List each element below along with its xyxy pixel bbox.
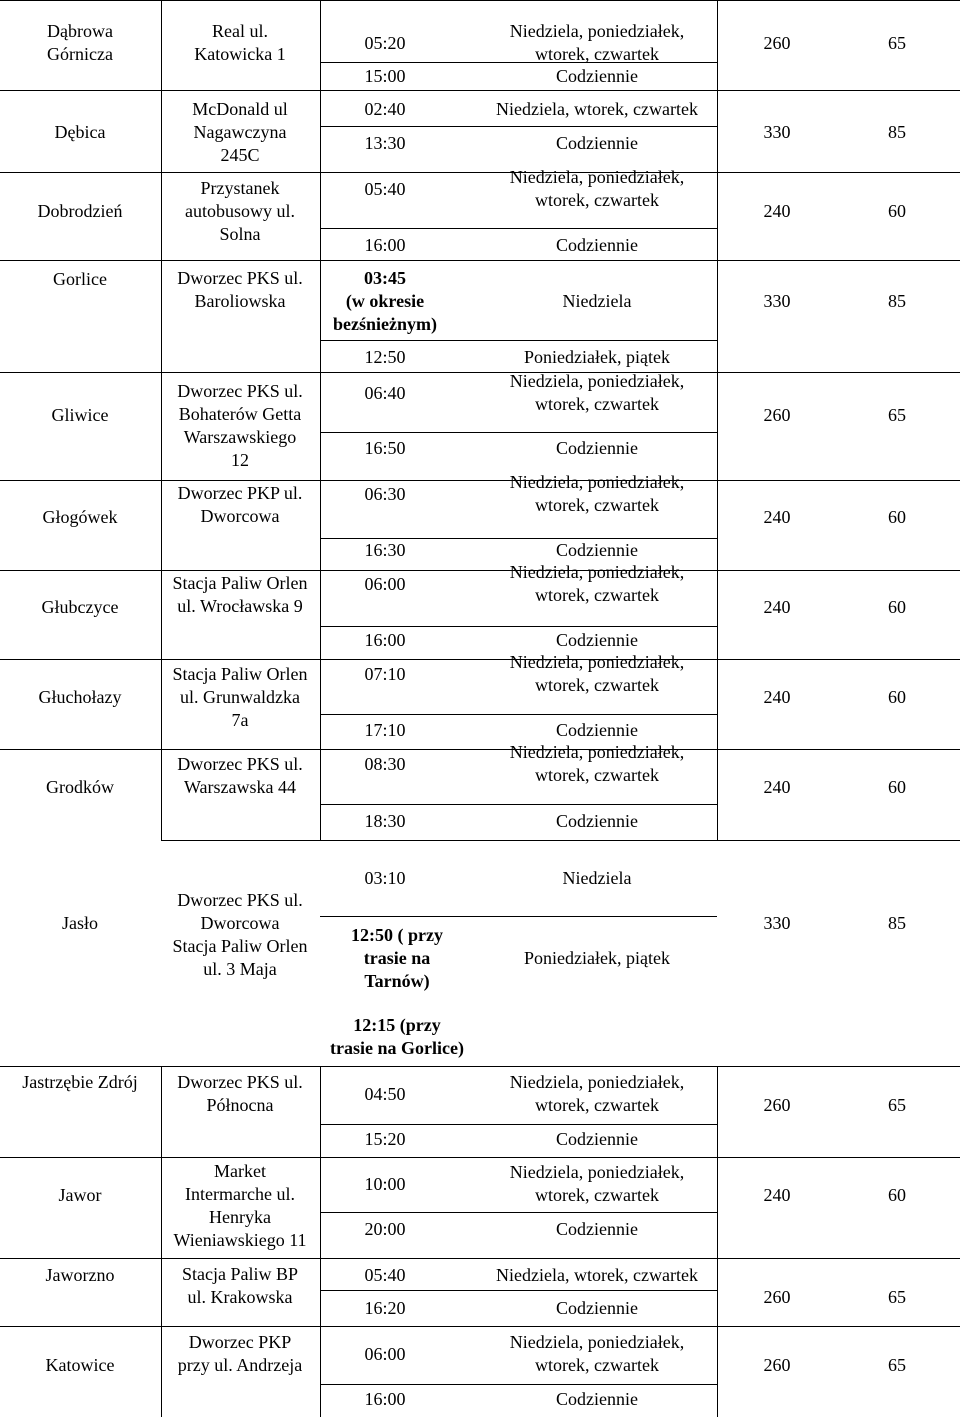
departure-time: 20:00 xyxy=(364,1218,406,1239)
price-single: 330 xyxy=(763,912,791,933)
departure-time: Tarnów) xyxy=(364,970,430,991)
stop-location: Stacja Paliw Orlen xyxy=(172,663,308,684)
service-days: Niedziela xyxy=(562,867,632,888)
service-days: wtorek, czwartek xyxy=(535,394,659,414)
service-days: Niedziela, poniedziałek, xyxy=(509,742,685,762)
departure-time: 16:20 xyxy=(364,1297,406,1318)
row-divider xyxy=(161,840,960,841)
service-days: Codziennie xyxy=(556,810,638,831)
departure-time: 10:00 xyxy=(364,1173,406,1194)
row-divider xyxy=(0,0,960,1)
stop-location: ul. Wrocławska 9 xyxy=(177,596,303,616)
price-single: 260 xyxy=(763,1286,791,1307)
departure-time: 08:30 xyxy=(364,753,406,774)
departure-time: trasie na xyxy=(363,947,431,968)
stop-location: Solna xyxy=(219,223,261,244)
service-days: Codziennie xyxy=(556,1297,638,1318)
departure-time: 18:30 xyxy=(364,810,406,831)
stop-location: ul. 3 Maja xyxy=(203,959,277,979)
time-divider xyxy=(320,1384,717,1385)
city-name: Głubczyce xyxy=(41,596,119,617)
departure-time: 13:30 xyxy=(364,132,406,153)
stop-location: Wieniawskiego 11 xyxy=(173,1230,307,1250)
stop-location: Dworcowa xyxy=(200,913,280,933)
departure-time: 03:10 xyxy=(364,867,406,888)
price-second: 65 xyxy=(888,1094,906,1115)
row-divider xyxy=(0,260,960,261)
service-days: Codziennie xyxy=(556,132,638,153)
city-name: Górnicza xyxy=(47,44,113,64)
stop-location: Katowicka 1 xyxy=(194,44,286,64)
price-second: 65 xyxy=(888,404,906,425)
city-name: Głogówek xyxy=(42,506,118,527)
stop-location: McDonald ul xyxy=(192,98,288,119)
departure-time: trasie na Gorlice) xyxy=(330,1038,464,1058)
stop-location: Stacja Paliw Orlen xyxy=(172,573,308,593)
departure-time: 16:50 xyxy=(364,437,406,458)
price-single: 240 xyxy=(763,596,791,617)
price-second: 60 xyxy=(888,200,906,221)
time-divider xyxy=(320,626,717,627)
departure-time: 06:40 xyxy=(364,382,406,403)
price-second: 60 xyxy=(888,776,906,797)
city-name: Gliwice xyxy=(51,404,109,425)
stop-location: Dworzec PKP xyxy=(188,1332,292,1352)
time-divider xyxy=(320,804,717,805)
price-single: 330 xyxy=(763,121,791,142)
service-days: Niedziela, poniedziałek, xyxy=(509,562,685,582)
departure-time: 12:15 (przy xyxy=(353,1015,441,1035)
city-name: Dąbrowa xyxy=(47,21,113,41)
service-days: wtorek, czwartek xyxy=(535,1095,659,1115)
stop-location: 7a xyxy=(231,709,249,730)
city-name: Grodków xyxy=(46,776,114,797)
row-divider xyxy=(0,1066,960,1067)
stop-location: Dworzec PKS ul. xyxy=(177,1072,303,1092)
service-days: Poniedziałek, piątek xyxy=(524,947,670,968)
stop-location: Bohaterów Getta xyxy=(178,404,302,424)
city-name: Dobrodzień xyxy=(37,200,123,221)
price-second: 85 xyxy=(888,912,906,933)
departure-time: 05:20 xyxy=(364,32,406,53)
service-days: Niedziela, poniedziałek, xyxy=(509,652,685,672)
price-single: 240 xyxy=(763,200,791,221)
stop-location: Dworzec PKS ul. xyxy=(177,268,303,288)
stop-location: Dworzec PKS ul. xyxy=(177,381,303,401)
city-name: Jaworzno xyxy=(45,1264,115,1285)
service-days: Codziennie xyxy=(556,1218,638,1239)
stop-location: 12 xyxy=(231,450,249,470)
stop-location: Dworzec PKP ul. xyxy=(177,483,303,503)
stop-location: Dworzec PKS ul. xyxy=(177,890,303,910)
stop-location: autobusowy ul. xyxy=(185,200,295,221)
service-days: wtorek, czwartek xyxy=(535,765,659,785)
departure-time: (w okresie xyxy=(345,290,425,311)
price-single: 240 xyxy=(763,686,791,707)
stop-location: Real ul. xyxy=(212,21,268,41)
departure-time: 07:10 xyxy=(364,663,406,684)
price-single: 260 xyxy=(763,32,791,53)
stop-location: 245C xyxy=(220,144,260,165)
price-second: 60 xyxy=(888,506,906,527)
stop-location: Dworzec PKS ul. xyxy=(177,754,303,774)
city-name: Gorlice xyxy=(53,268,107,289)
stop-location: Nagawczyna xyxy=(193,121,287,142)
row-divider xyxy=(0,1326,960,1327)
service-days: wtorek, czwartek xyxy=(535,44,659,64)
row-divider xyxy=(0,90,960,91)
service-days: Codziennie xyxy=(556,437,638,458)
departure-time: 16:00 xyxy=(364,1388,406,1409)
price-second: 60 xyxy=(888,596,906,617)
price-single: 260 xyxy=(763,1094,791,1115)
departure-time: 16:00 xyxy=(364,234,406,255)
service-days: Niedziela, poniedziałek, xyxy=(509,371,685,391)
departure-time: 12:50 ( przy xyxy=(351,924,443,945)
stop-location: Dworcowa xyxy=(200,506,280,526)
stop-location: przy ul. Andrzeja xyxy=(177,1355,303,1375)
service-days: Poniedziałek, piątek xyxy=(524,346,670,367)
departure-time: 04:50 xyxy=(364,1083,406,1104)
city-name: Jasło xyxy=(62,912,98,933)
stop-location: ul. Krakowska xyxy=(187,1287,293,1307)
service-days: wtorek, czwartek xyxy=(535,585,659,605)
service-days: Codziennie xyxy=(556,1388,638,1409)
stop-location: ul. Grunwaldzka xyxy=(180,686,300,707)
departure-time: 16:30 xyxy=(364,539,406,560)
departure-time: 05:40 xyxy=(364,178,406,199)
city-name: Głuchołazy xyxy=(38,686,122,707)
price-single: 260 xyxy=(763,1354,791,1375)
stop-location: Stacja Paliw BP xyxy=(182,1264,298,1284)
departure-time: 17:10 xyxy=(364,719,406,740)
price-single: 240 xyxy=(763,776,791,797)
time-divider xyxy=(320,1124,717,1125)
city-name: Jawor xyxy=(58,1184,102,1205)
row-divider xyxy=(0,1258,960,1259)
price-second: 65 xyxy=(888,1286,906,1307)
service-days: wtorek, czwartek xyxy=(535,495,659,515)
departure-time: 16:00 xyxy=(364,629,406,650)
stop-location: Warszawskiego xyxy=(183,427,297,447)
price-single: 260 xyxy=(763,404,791,425)
service-days: wtorek, czwartek xyxy=(535,675,659,695)
price-second: 65 xyxy=(888,1354,906,1375)
departure-time: 02:40 xyxy=(364,98,406,119)
departure-time: 15:20 xyxy=(364,1128,406,1149)
service-days: Codziennie xyxy=(556,539,638,560)
service-days: Codziennie xyxy=(556,65,638,86)
price-single: 240 xyxy=(763,1184,791,1205)
service-days: Niedziela, wtorek, czwartek xyxy=(496,1264,698,1285)
departure-time: 06:00 xyxy=(364,1343,406,1364)
price-second: 85 xyxy=(888,121,906,142)
service-days: Niedziela, poniedziałek, xyxy=(509,472,685,492)
service-days: Niedziela, wtorek, czwartek xyxy=(496,98,698,119)
departure-time: 06:30 xyxy=(364,483,406,504)
stop-location: Stacja Paliw Orlen xyxy=(172,936,308,956)
service-days: Niedziela, poniedziałek, xyxy=(509,167,685,187)
price-second: 60 xyxy=(888,1184,906,1205)
stop-location: Market xyxy=(214,1161,266,1181)
service-days: Codziennie xyxy=(556,234,638,255)
price-second: 60 xyxy=(888,686,906,707)
departure-time: 12:50 xyxy=(364,346,406,367)
stop-location: Warszawska 44 xyxy=(183,777,296,797)
price-single: 240 xyxy=(763,506,791,527)
service-days: Niedziela xyxy=(562,290,632,311)
service-days: Niedziela, poniedziałek, xyxy=(509,1332,685,1352)
service-days: Niedziela, poniedziałek, xyxy=(509,21,685,41)
city-name: Jastrzębie Zdrój xyxy=(22,1071,138,1092)
service-days: Codziennie xyxy=(556,629,638,650)
service-days: wtorek, czwartek xyxy=(535,190,659,210)
service-days: wtorek, czwartek xyxy=(535,1185,659,1205)
city-name: Dębica xyxy=(54,121,106,142)
city-name: Katowice xyxy=(45,1354,115,1375)
departure-time: 15:00 xyxy=(364,65,406,86)
time-divider xyxy=(320,340,717,341)
departure-time: bezśnieżnym) xyxy=(333,313,437,334)
departure-time: 05:40 xyxy=(364,1264,406,1285)
price-second: 65 xyxy=(888,32,906,53)
stop-location: Intermarche ul. xyxy=(185,1184,295,1204)
service-days: Codziennie xyxy=(556,1128,638,1149)
service-days: Niedziela, poniedziałek, xyxy=(509,1162,685,1182)
row-divider xyxy=(0,1157,960,1158)
stop-location: Północna xyxy=(206,1095,274,1115)
departure-time: 06:00 xyxy=(364,573,406,594)
price-single: 330 xyxy=(763,290,791,311)
departure-time: 03:45 xyxy=(364,267,406,288)
stop-location: Baroliowska xyxy=(194,291,286,311)
service-days: Codziennie xyxy=(556,719,638,740)
service-days: Niedziela, poniedziałek, xyxy=(509,1072,685,1092)
stop-location: Przystanek xyxy=(200,177,280,198)
service-days: wtorek, czwartek xyxy=(535,1355,659,1375)
stop-location: Henryka xyxy=(209,1207,271,1227)
price-second: 85 xyxy=(888,290,906,311)
